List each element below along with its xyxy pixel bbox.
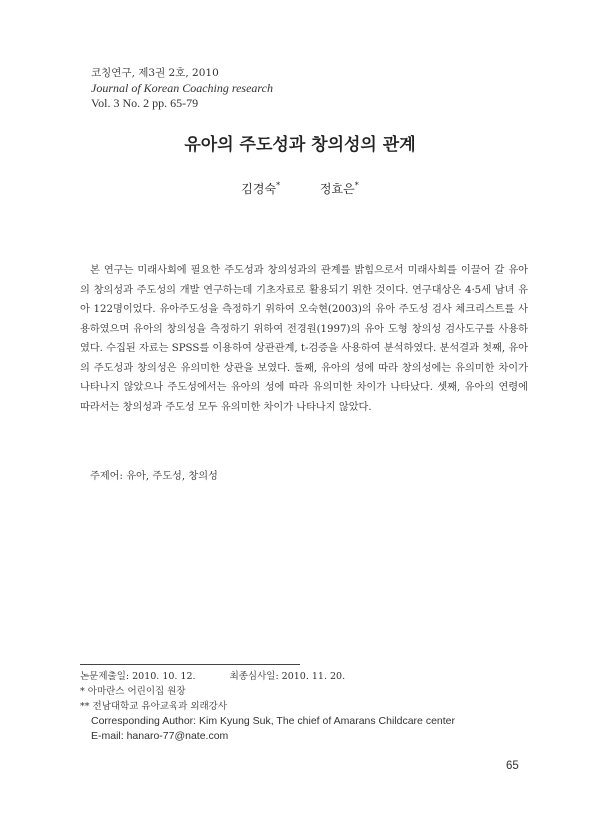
abstract: 본 연구는 미래사회에 필요한 주도성과 창의성과의 관계를 밝힘으로서 미래사회를 이끌어 갈 유아의 창의성과 주도성의 개발 연구하는데 기초자료로 활용되기 위한 것이다. 연구대상은 4·5세 남녀 유아 122명이었다. 유아주도성을 측정하기 위하여 오숙현(2003)의 유아 주도성 검사 체크리스트를 사용하였으며 유아의 창의성을 측정하기 위하여 전경원(1997)의 유아 도형 창의성 검사도구를 사용하였다. 수집된 자료는 SPSS를 이용하여 상관관계, t-검증을 사용하여 분석하였다. 분석결과 첫째, 유아의 주도성과 창의성은 유의미한 상관을 보였다. 둘째, 유아의 성에 따라 창의성에는 유의미한 차이가 나타나지 않았으나 주도성에서는 유아의 성에 따라 유의미한 차이가 나타났다. 셋째, 유아의 연령에 따라서는 창의성과 주도성 모두 유의미한 차이가 나타나지 않았다. xyxy=(80,265,528,413)
corresponding-author: Corresponding Author: Kim Kyung Suk, The chief of Amarans Childcare center xyxy=(91,715,455,727)
author-list xyxy=(0,180,600,197)
footnotes xyxy=(80,669,455,744)
author-1-mark: * xyxy=(276,181,281,190)
author-2-name: 정효은 xyxy=(319,182,355,196)
accepted-date: 최종심사일: 2010. 11. 20. xyxy=(229,671,346,682)
author-2 xyxy=(320,182,359,196)
submitted-date: 논문제출일: 2010. 10. 12. xyxy=(80,671,196,682)
email: E-mail: hanaro-77@nate.com xyxy=(91,730,229,742)
footnote-1: * 아마란스 어린이집 원장 xyxy=(80,686,186,697)
author-2-mark: * xyxy=(354,181,359,190)
journal-volume-pages: Vol. 3 No. 2 pp. 65-79 xyxy=(91,96,199,110)
author-1-name: 김경숙 xyxy=(241,182,277,196)
footnote-divider xyxy=(80,664,300,665)
submission-dates xyxy=(80,669,455,684)
page-number: 65 xyxy=(506,760,519,772)
journal-name: Journal of Korean Coaching research xyxy=(91,81,273,95)
journal-volume-korean: 코칭연구, 제3권 2호, 2010 xyxy=(91,67,219,79)
author-1 xyxy=(241,182,280,196)
paper-title: 유아의 주도성과 창의성의 관계 xyxy=(184,135,416,155)
keywords: 주제어: 유아, 주도성, 창의성 xyxy=(90,471,218,482)
footnote-2: ** 전남대학교 유아교육과 외래강사 xyxy=(80,701,228,712)
journal-info xyxy=(91,66,273,111)
